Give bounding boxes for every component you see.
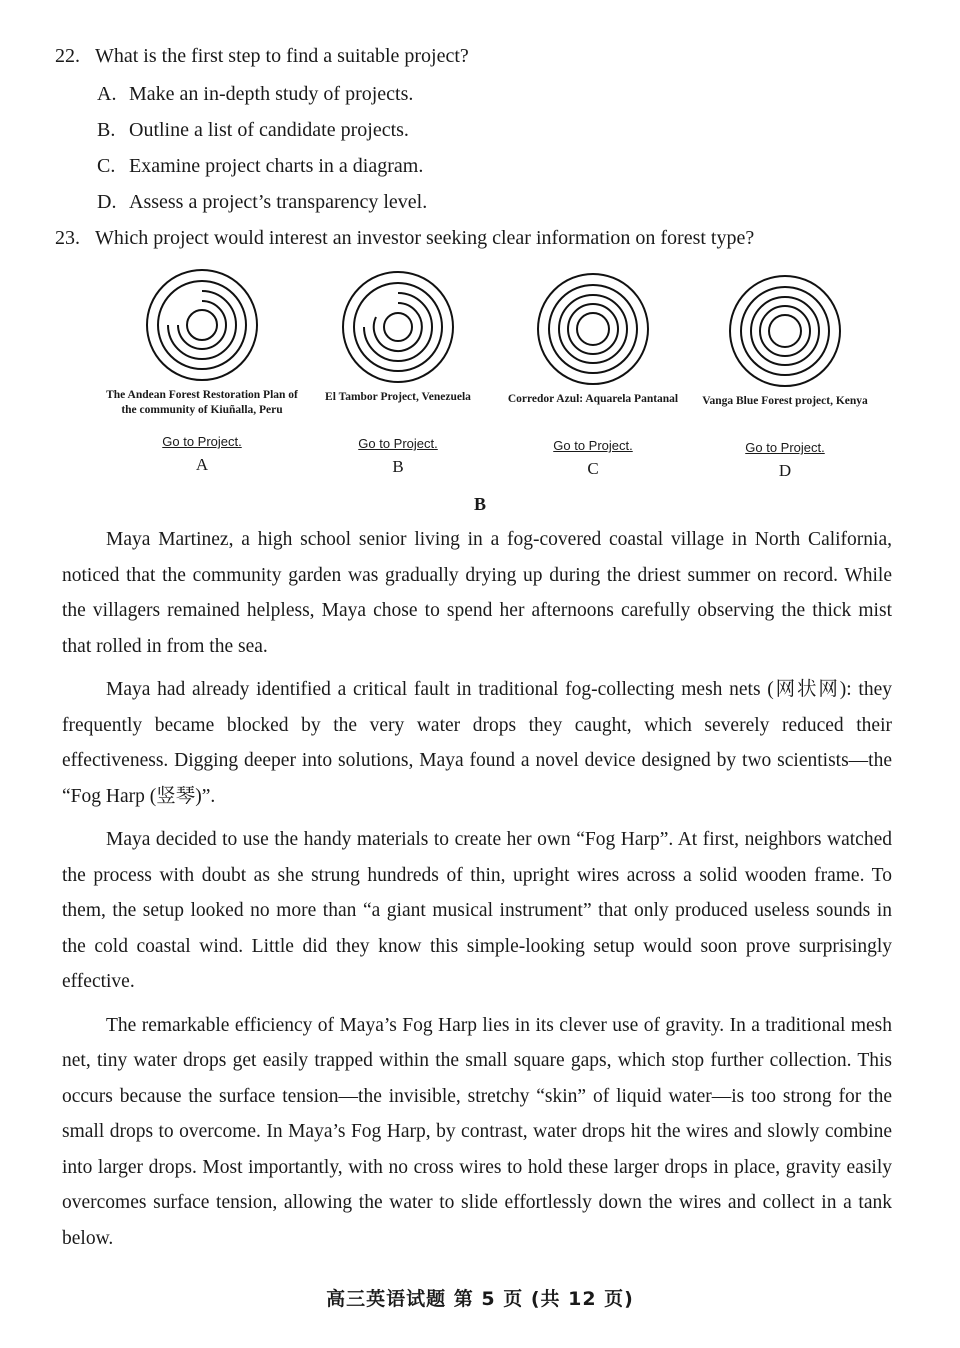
option-b: [97, 118, 409, 142]
project-letter: D: [778, 461, 792, 480]
question-23-stem: [55, 226, 754, 250]
project-options: [90, 268, 900, 483]
section-label: B: [473, 494, 486, 514]
reading-passage: [62, 522, 892, 1264]
go-to-project-link[interactable]: Go to Project.: [162, 434, 242, 449]
project-name: Vanga Blue Forest project, Kenya: [702, 395, 868, 407]
page-footer: 高三英语试题 第 5 页 (共 12 页): [326, 1288, 634, 1310]
project-option-c: [495, 272, 691, 479]
question-text: Which project would interest an investor seeking clear information on forest type?: [95, 227, 755, 249]
question-text: What is the first step to find a suitable project?: [95, 45, 469, 67]
go-to-project-link[interactable]: Go to Project.: [358, 436, 438, 451]
concentric-circle-icon: [341, 270, 455, 384]
project-name: El Tambor Project, Venezuela: [325, 391, 471, 403]
option-d: [97, 190, 427, 214]
option-a: [97, 82, 413, 106]
passage-paragraph: Maya decided to use the handy materials to create her own “Fog Harp”. At first, neighbors watched the process with doubt as she strung hundreds of thin, upright wires across a solid wooden frame. To them, the setup looked no more than “a giant musical instrument” that only produced useless sounds in the cold coastal wind. Little did they know this simple-looking setup would soon prove surprisingly effective.: [62, 829, 892, 992]
concentric-circle-icon: [728, 274, 842, 388]
go-to-project-link[interactable]: Go to Project.: [745, 440, 825, 455]
project-name: Corredor Azul: Aquarela Pantanal: [507, 393, 679, 405]
option-text: Make an in-depth study of projects.: [129, 83, 414, 105]
project-letter: A: [195, 455, 209, 474]
option-letter: D.: [97, 191, 117, 213]
question-22-stem: [55, 44, 469, 68]
project-letter: B: [392, 457, 404, 476]
passage-paragraph: Maya Martinez, a high school senior living in a fog-covered coastal village in North California, noticed that the community garden was gradually drying up during the driest summer on record. While the villagers remained helpless, Maya chose to spend her afternoons carefully observing the thick mist that rolled in from the sea.: [62, 529, 892, 657]
option-letter: C.: [97, 155, 116, 177]
go-to-project-link[interactable]: Go to Project.: [553, 438, 633, 453]
option-letter: B.: [97, 119, 116, 141]
passage-paragraph: The remarkable efficiency of Maya’s Fog Harp lies in its clever use of gravity. In a traditional mesh net, tiny water drops get easily trapped within the small square gaps, which stop further collection. This occurs because the surface tension—the invisible, stretchy “skin” of liquid water—is too strong for the small drops to overcome. In Maya’s Fog Harp, by contrast, water drops hit the wires and slowly combine into larger drops. Most importantly, with no cross wires to hold these larger drops in place, gravity easily overcomes surface tension, allowing the water to slide effortlessly down the wires and collect in a tank below.: [62, 1014, 892, 1249]
option-c: [97, 154, 423, 178]
project-option-a: [104, 268, 300, 475]
project-option-d: [687, 274, 883, 481]
option-text: Outline a list of candidate projects.: [129, 119, 409, 141]
option-letter: A.: [97, 83, 117, 105]
project-name: The Andean Forest Restoration Plan of the community of Kiuñalla, Peru: [106, 389, 298, 416]
project-option-b: [300, 270, 496, 477]
question-number: 23.: [55, 227, 80, 249]
concentric-circle-icon: [536, 272, 650, 386]
passage-paragraph: Maya had already identified a critical fault in traditional fog-collecting mesh nets (网状网): they frequently became blocked by the very water drops they caught, which severely reduced their effectiveness. Digging deeper into solutions, Maya found a novel device designed by two scientists—the “Fog Harp (竖琴)”.: [62, 679, 892, 807]
option-text: Examine project charts in a diagram.: [129, 155, 424, 177]
option-text: Assess a project’s transparency level.: [129, 191, 428, 213]
concentric-circle-icon: [145, 268, 259, 382]
question-number: 22.: [55, 45, 80, 67]
project-letter: C: [587, 459, 599, 478]
